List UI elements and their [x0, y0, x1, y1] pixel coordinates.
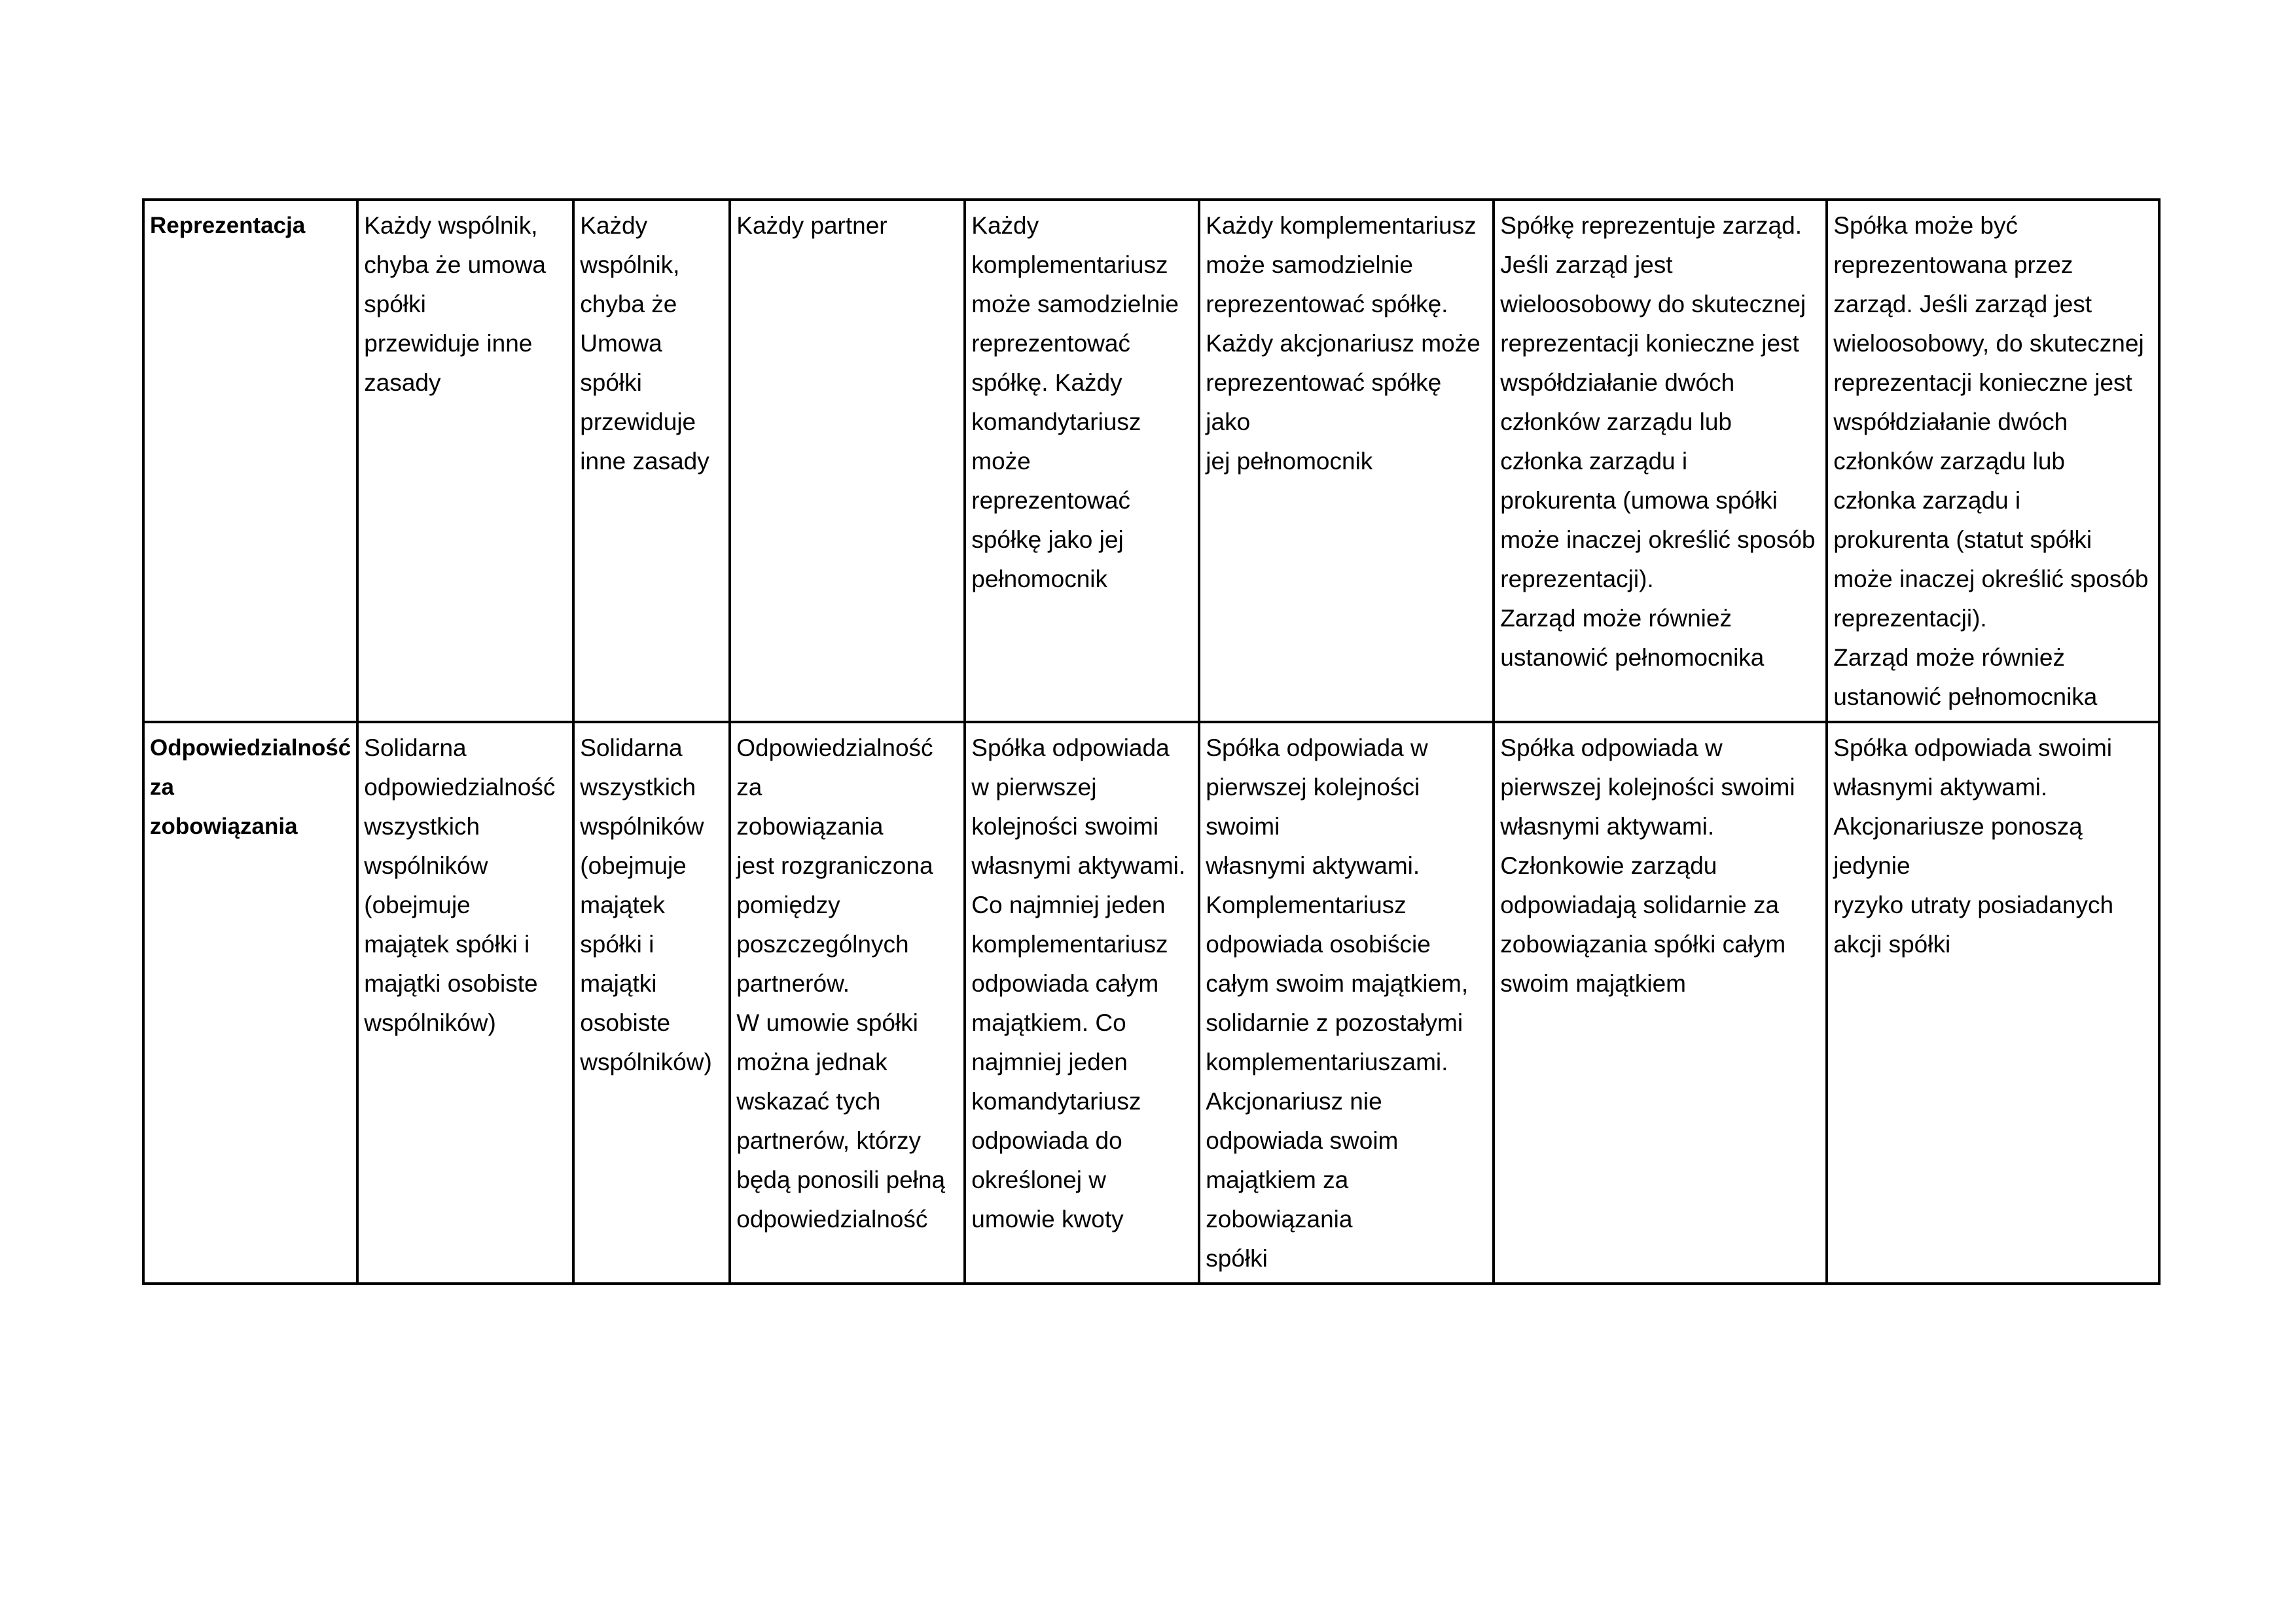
table-cell: Spółka może być reprezentowana przez zarząd. Jeśli zarząd jest wieloosobowy, do skutecznej reprezentacji konieczne jest współdziałanie dwóch członków zarządu lub członka zarządu i prokurenta (statut spółki może inaczej określić sposób reprezentacji). Zarząd może również ustanowić pełnomocnika: [1827, 200, 2159, 722]
table-row: [143, 200, 2159, 722]
table-cell: Spółkę reprezentuje zarząd. Jeśli zarząd jest wieloosobowy do skutecznej reprezentacji konieczne jest współdziałanie dwóch członków zarządu lub członka zarządu i prokurenta (umowa spółki może inaczej określić sposób reprezentacji). Zarząd może również ustanowić pełnomocnika: [1494, 200, 1827, 722]
comparison-table: [142, 198, 2161, 1285]
table-cell: Każdy partner: [730, 200, 965, 722]
table-cell: Każdy komplementariusz może samodzielnie reprezentować spółkę. Każdy komandytariusz może reprezentować spółkę jako jej pełnomocnik: [965, 200, 1199, 722]
table-cell: Solidarna wszystkich wspólników (obejmuje majątek spółki i majątki osobiste wspólników): [573, 722, 730, 1284]
table-cell: Spółka odpowiada w pierwszej kolejności swoimi własnymi aktywami. Komplementariusz odpowiada osobiście całym swoim majątkiem, solidarnie z pozostałymi komplementariuszami. Akcjonariusz nie odpowiada swoim majątkiem za zobowiązania spółki: [1199, 722, 1494, 1284]
table-cell: Spółka odpowiada w pierwszej kolejności swoimi własnymi aktywami. Członkowie zarządu odpowiadają solidarnie za zobowiązania spółki całym swoim majątkiem: [1494, 722, 1827, 1284]
table-cell: Spółka odpowiada swoimi własnymi aktywami. Akcjonariusze ponoszą jedynie ryzyko utraty posiadanych akcji spółki: [1827, 722, 2159, 1284]
row-header: Reprezentacja: [143, 200, 357, 722]
table-row: [143, 722, 2159, 1284]
row-header: Odpowiedzialność za zobowiązania: [143, 722, 357, 1284]
table-cell: Każdy wspólnik, chyba że Umowa spółki przewiduje inne zasady: [573, 200, 730, 722]
table-cell: Każdy wspólnik, chyba że umowa spółki przewiduje inne zasady: [357, 200, 573, 722]
table-cell: Solidarna odpowiedzialność wszystkich wspólników (obejmuje majątek spółki i majątki osobiste wspólników): [357, 722, 573, 1284]
table-cell: Odpowiedzialność za zobowiązania jest rozgraniczona pomiędzy poszczególnych partnerów. W umowie spółki można jednak wskazać tych partnerów, którzy będą ponosili pełną odpowiedzialność: [730, 722, 965, 1284]
table-cell: Każdy komplementariusz może samodzielnie reprezentować spółkę. Każdy akcjonariusz może reprezentować spółkę jako jej pełnomocnik: [1199, 200, 1494, 722]
table-cell: Spółka odpowiada w pierwszej kolejności swoimi własnymi aktywami. Co najmniej jeden komplementariusz odpowiada całym majątkiem. Co najmniej jeden komandytariusz odpowiada do określonej w umowie kwoty: [965, 722, 1199, 1284]
